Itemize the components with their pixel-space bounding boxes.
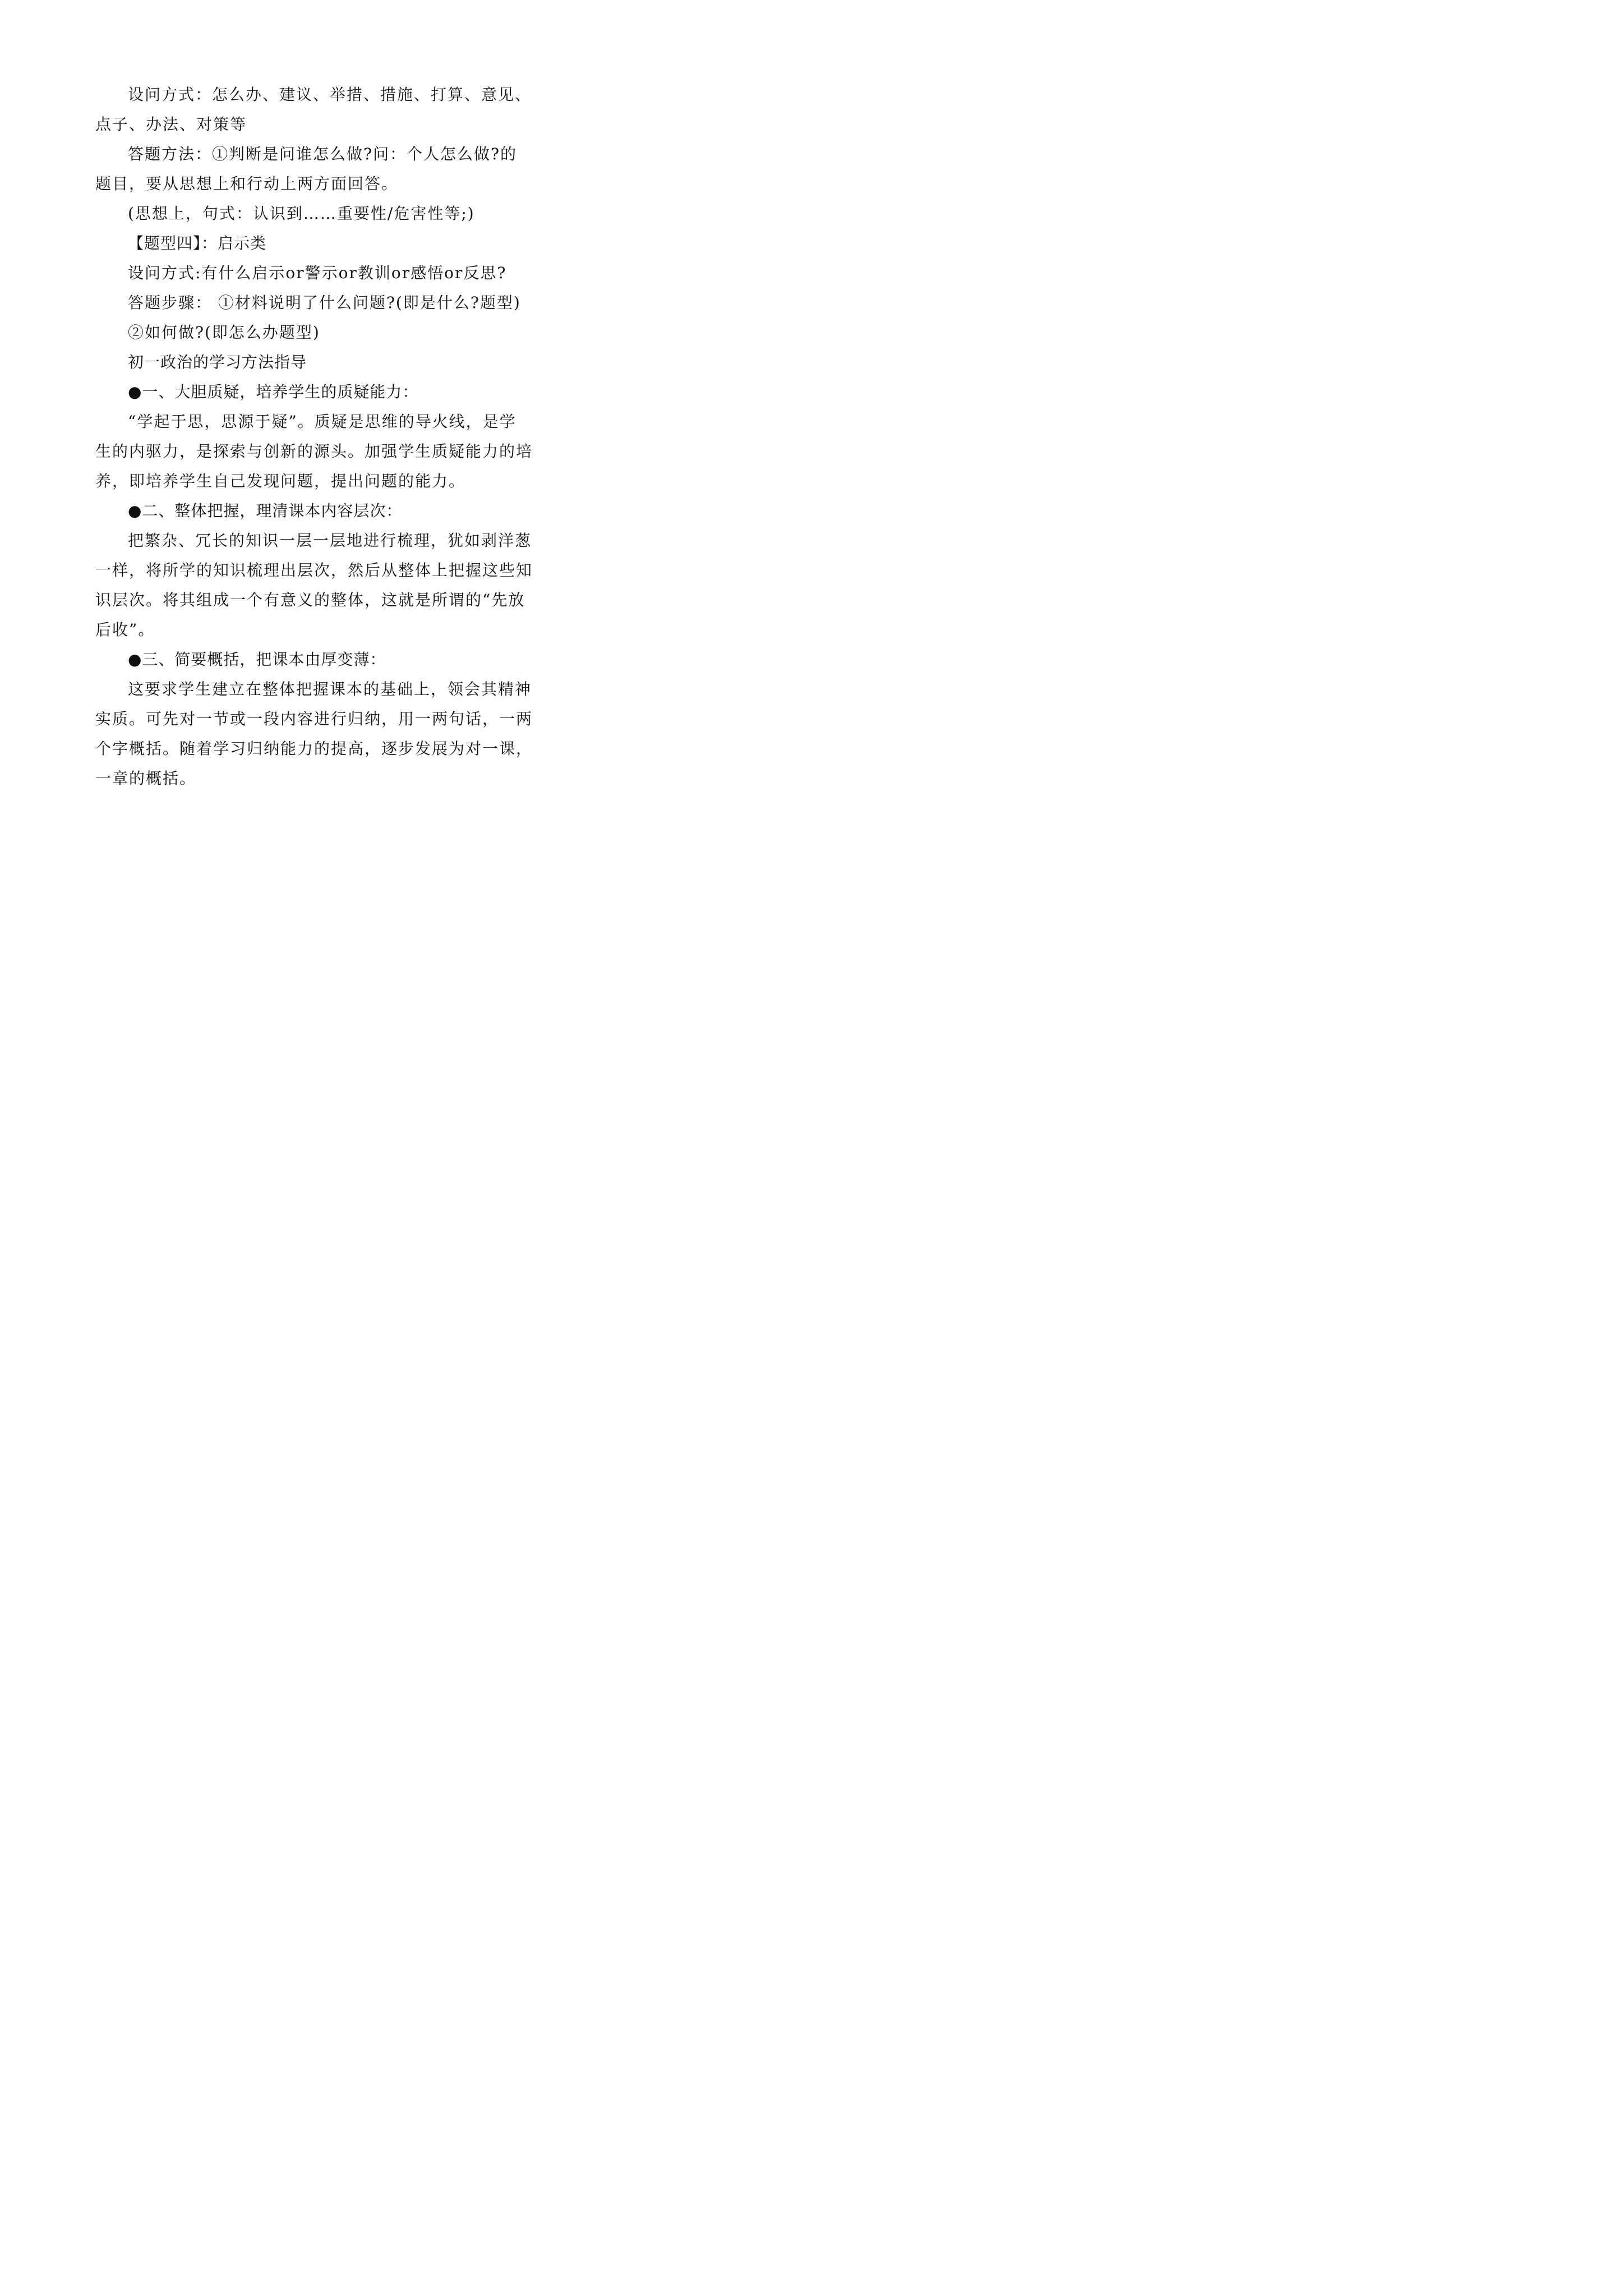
question-format-paragraph: 设问方式：怎么办、建议、举措、措施、打算、意见、点子、办法、对策等 [95, 85, 532, 134]
question-type-heading: 【题型四】：启示类 [128, 234, 267, 252]
thought-pattern-paragraph: (思想上，句式：认识到……重要性/危害性等;) [128, 204, 475, 223]
method-heading-two: ●二、整体把握，理清课本内容层次： [128, 501, 403, 520]
answer-method-paragraph: 答题方法：①判断是问谁怎么做?问：个人怎么做?的题目，要从思想上和行动上两方面回答。 [95, 145, 518, 193]
method-body-one: “学起于思，思源于疑”。质疑是思维的导火线，是学生的内驱力，是探索与创新的源头。加强学生质疑能力的培养，即培养学生自己发现问题，提出问题的能力。 [95, 412, 533, 490]
section-title: 初一政治的学习方法指导 [128, 353, 307, 371]
answer-step-two: ②如何做?(即怎么办题型) [128, 323, 320, 342]
answer-steps-paragraph: 答题步骤： ①材料说明了什么问题?(即是什么?题型) [128, 293, 521, 312]
method-heading-three: ●三、简要概括，把课本由厚变薄： [128, 650, 386, 669]
method-heading-one: ●一、大胆质疑，培养学生的质疑能力： [128, 383, 419, 401]
document-page [0, 0, 617, 873]
method-body-three: 这要求学生建立在整体把握课本的基础上，领会其精神实质。可先对一节或一段内容进行归纳，用一两句话，一两个字概括。随着学习归纳能力的提高，逐步发展为对一课，一章的概括。 [95, 680, 533, 788]
method-body-two: 把繁杂、冗长的知识一层一层地进行梳理，犹如剥洋葱一样，将所学的知识梳理出层次，然后从整体上把握这些知识层次。将其组成一个有意义的整体，这就是所谓的“先放后收”。 [95, 531, 533, 639]
inspiration-question-format: 设问方式:有什么启示or警示or教训or感悟or反思? [128, 264, 507, 282]
